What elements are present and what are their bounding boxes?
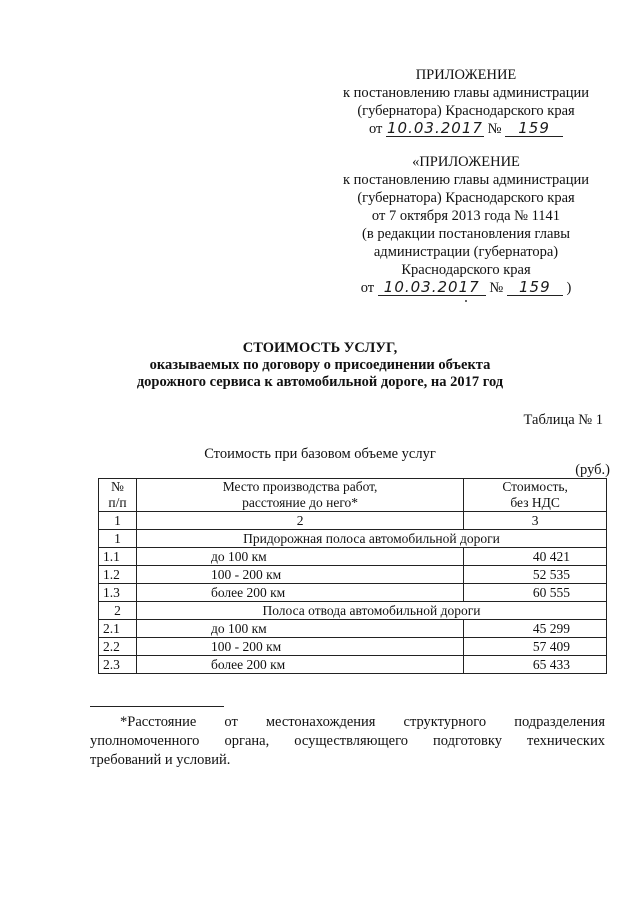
row-cost: 40 421 [464, 548, 607, 566]
section-num: 2 [99, 602, 137, 620]
appendix-1-line-2: (губернатора) Краснодарского края [357, 103, 575, 119]
section-title: Полоса отвода автомобильной дороги [136, 602, 606, 620]
section-title: Придорожная полоса автомобильной дороги [136, 530, 606, 548]
appendix-block-1 [330, 66, 602, 138]
footnote-separator [90, 706, 224, 707]
appendix-2-line-5: администрации (губернатора) [373, 244, 559, 260]
appendix-2-line-4: (в редакции постановления главы [362, 226, 570, 242]
row-num: 1.3 [99, 584, 137, 602]
header-num-line-2: п/п [108, 495, 127, 510]
appendix-2-number-sign: № [489, 280, 504, 296]
appendix-1-handwritten-date: 10.03.2017 [387, 119, 483, 137]
table-unit: (руб.) [575, 462, 610, 478]
header-cost-line-1: Стоимость, [502, 479, 568, 494]
row-num: 1.2 [99, 566, 137, 584]
table-row [99, 566, 607, 584]
footnote [90, 713, 605, 770]
appendix-1-heading: ПРИЛОЖЕНИЕ [415, 67, 517, 83]
appendix-1-line-1: к постановлению главы администрации [342, 85, 590, 101]
header-num-cell [99, 479, 137, 512]
appendix-2-handwritten-date: 10.03.2017 [378, 279, 486, 296]
appendix-1-date-line [330, 120, 602, 138]
appendix-2-line-2: (губернатора) Краснодарского края [357, 190, 575, 206]
appendix-block-2 [330, 153, 602, 297]
footnote-line-1: *Расстояние от местонахождения структурного подразделения [120, 714, 605, 730]
appendix-1-handwritten-number: 159 [505, 120, 563, 137]
row-num: 2.1 [99, 620, 137, 638]
row-distance: 100 - 200 км [136, 638, 463, 656]
header-num-line-1: № [111, 479, 124, 494]
row-cost: 60 555 [464, 584, 607, 602]
row-cost: 52 535 [464, 566, 607, 584]
table-header-row [99, 479, 607, 512]
row-distance: более 200 км [136, 584, 463, 602]
table-row [99, 584, 607, 602]
row-distance: 100 - 200 км [136, 566, 463, 584]
header-cost-cell [464, 479, 607, 512]
appendix-2-date-prefix: от [360, 280, 375, 296]
title-line-2: оказываемых по договору о присоединении объекта [149, 357, 491, 373]
col-number-1: 1 [99, 512, 137, 530]
appendix-2-line-1: к постановлению главы администрации [342, 172, 590, 188]
appendix-2-date-line [330, 279, 602, 297]
row-distance: до 100 км [136, 548, 463, 566]
row-cost: 57 409 [464, 638, 607, 656]
table-caption: Стоимость при базовом объеме услуг [204, 446, 436, 462]
title-line-1: СТОИМОСТЬ УСЛУГ, [242, 340, 398, 356]
title-line-3: дорожного сервиса к автомобильной дороге, на 2017 год [136, 374, 504, 390]
table-row [99, 620, 607, 638]
appendix-2-line-3: от 7 октября 2013 года № 1141 [371, 208, 561, 224]
cost-table [98, 478, 607, 674]
appendix-2-closing-paren: ) [566, 280, 572, 296]
footnote-line-3: требований и условий. [90, 752, 231, 768]
table-row [99, 548, 607, 566]
section-row [99, 602, 607, 620]
section-row [99, 530, 607, 548]
row-num: 2.2 [99, 638, 137, 656]
document-title [0, 340, 640, 391]
appendix-2-heading: «ПРИЛОЖЕНИЕ [412, 154, 520, 170]
row-distance: до 100 км [136, 620, 463, 638]
appendix-1-date-prefix: от [368, 121, 383, 137]
header-place-line-1: Место производства работ, [222, 479, 378, 494]
appendix-2-handwritten-number: 159 [507, 279, 563, 296]
scan-speck [465, 300, 467, 302]
row-cost: 45 299 [464, 620, 607, 638]
col-number-3: 3 [464, 512, 607, 530]
row-cost: 65 433 [464, 656, 607, 674]
table-row [99, 656, 607, 674]
row-num: 1.1 [99, 548, 137, 566]
table-row [99, 638, 607, 656]
header-place-cell [136, 479, 463, 512]
col-number-2: 2 [136, 512, 463, 530]
header-cost-line-2: без НДС [510, 495, 560, 510]
footnote-line-2: уполномоченного органа, осуществляющего подготовку технических [90, 733, 605, 749]
section-num: 1 [99, 530, 137, 548]
appendix-2-line-6: Краснодарского края [401, 262, 531, 278]
table-number: Таблица № 1 [523, 412, 603, 428]
header-place-line-2: расстояние до него* [242, 495, 359, 510]
row-num: 2.3 [99, 656, 137, 674]
column-number-row [99, 512, 607, 530]
appendix-1-number-sign: № [487, 121, 502, 137]
row-distance: более 200 км [136, 656, 463, 674]
